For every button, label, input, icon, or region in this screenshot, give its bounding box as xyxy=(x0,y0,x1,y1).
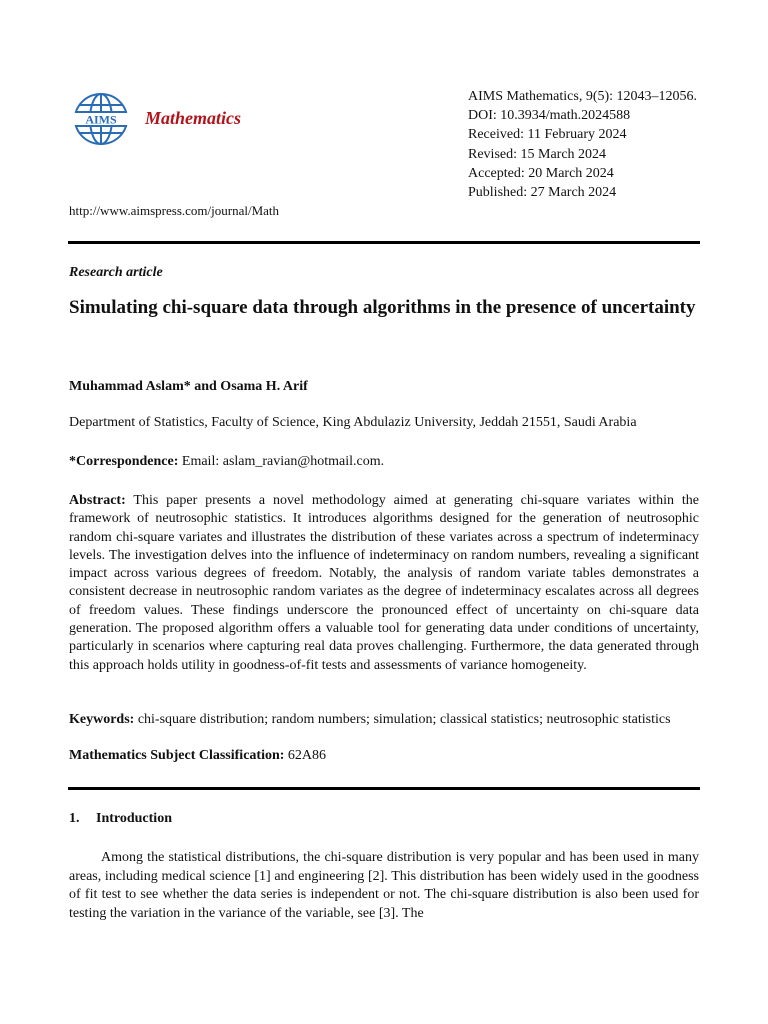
affiliation: Department of Statistics, Faculty of Science, King Abdulaziz University, Jeddah 21551, Saudi Arabia xyxy=(69,415,637,430)
intro-paragraph: Among the statistical distributions, the chi-square distribution is very popular and has been used in many areas, including medical science [1] and engineering [2]. This distribution has been widely used in the goodness of fit test to see whether the data series is independent or not. The chi-square distribution is also been used for testing the variation in the variance of the variable, see [3]. The xyxy=(69,850,699,921)
meta-received: Received: 11 February 2024 xyxy=(468,127,627,143)
msc-text: 62A86 xyxy=(287,748,327,763)
keywords xyxy=(69,711,699,729)
journal-logo xyxy=(70,92,132,146)
section-title: Introduction xyxy=(96,811,172,826)
keywords-label: Keywords: xyxy=(69,712,135,727)
header-divider xyxy=(68,241,700,244)
publication-meta xyxy=(468,87,697,202)
journal-url[interactable]: http://www.aimspress.com/journal/Math xyxy=(69,203,280,218)
abstract-divider xyxy=(68,787,700,790)
globe-icon xyxy=(70,92,132,146)
meta-doi: DOI: 10.3934/math.2024588 xyxy=(468,108,631,124)
abstract xyxy=(69,492,699,675)
correspondence xyxy=(69,454,384,470)
msc-label: Mathematics Subject Classification: xyxy=(69,748,285,763)
section-number: 1. xyxy=(69,811,80,826)
abstract-text: This paper presents a novel methodology aimed at generating chi-square variates within the framework of neutrosophic statistics. It introduces algorithms designed for the generation of neutrosophic random chi-square variates and illustrates the distribution of these variates across a spectrum of indeterminacy levels. The investigation delves into the influence of indeterminacy on random numbers, revealing a significant impact across various degrees of freedom. Notably, the analysis of random variate tables demonstrates a consistent decrease in neutrosophic random variates as the degree of indeterminacy escalates across all degrees of freedom values. These findings underscore the pronounced effect of uncertainty on chi-square data generation. The proposed algorithm offers a valuable tool for generating data under conditions of uncertainty, particularly in scenarios where capturing real data proves challenging. Furthermore, the data generated through this approach holds utility in goodness-of-fit tests and assessments of variance homogeneity. xyxy=(69,493,699,673)
section-heading xyxy=(69,811,172,827)
correspondence-email[interactable]: Email: aslam_ravian@hotmail.com. xyxy=(181,454,385,469)
article-type: Research article xyxy=(69,265,163,280)
journal-name: Mathematics xyxy=(145,108,242,128)
abstract-label: Abstract: xyxy=(69,493,126,508)
msc-classification xyxy=(69,748,326,764)
paper-title: Simulating chi-square data through algorithms in the presence of uncertainty xyxy=(69,297,696,318)
meta-citation: AIMS Mathematics, 9(5): 12043–12056. xyxy=(468,89,698,104)
keywords-text: chi-square distribution; random numbers; simulation; classical statistics; neutrosophic statistics xyxy=(137,712,671,727)
meta-published: Published: 27 March 2024 xyxy=(468,185,617,201)
correspondence-label: *Correspondence: xyxy=(69,454,179,469)
authors: Muhammad Aslam* and Osama H. Arif xyxy=(69,379,308,394)
meta-accepted: Accepted: 20 March 2024 xyxy=(468,165,614,181)
logo-text: AIMS xyxy=(85,112,117,127)
meta-revised: Revised: 15 March 2024 xyxy=(468,146,607,162)
